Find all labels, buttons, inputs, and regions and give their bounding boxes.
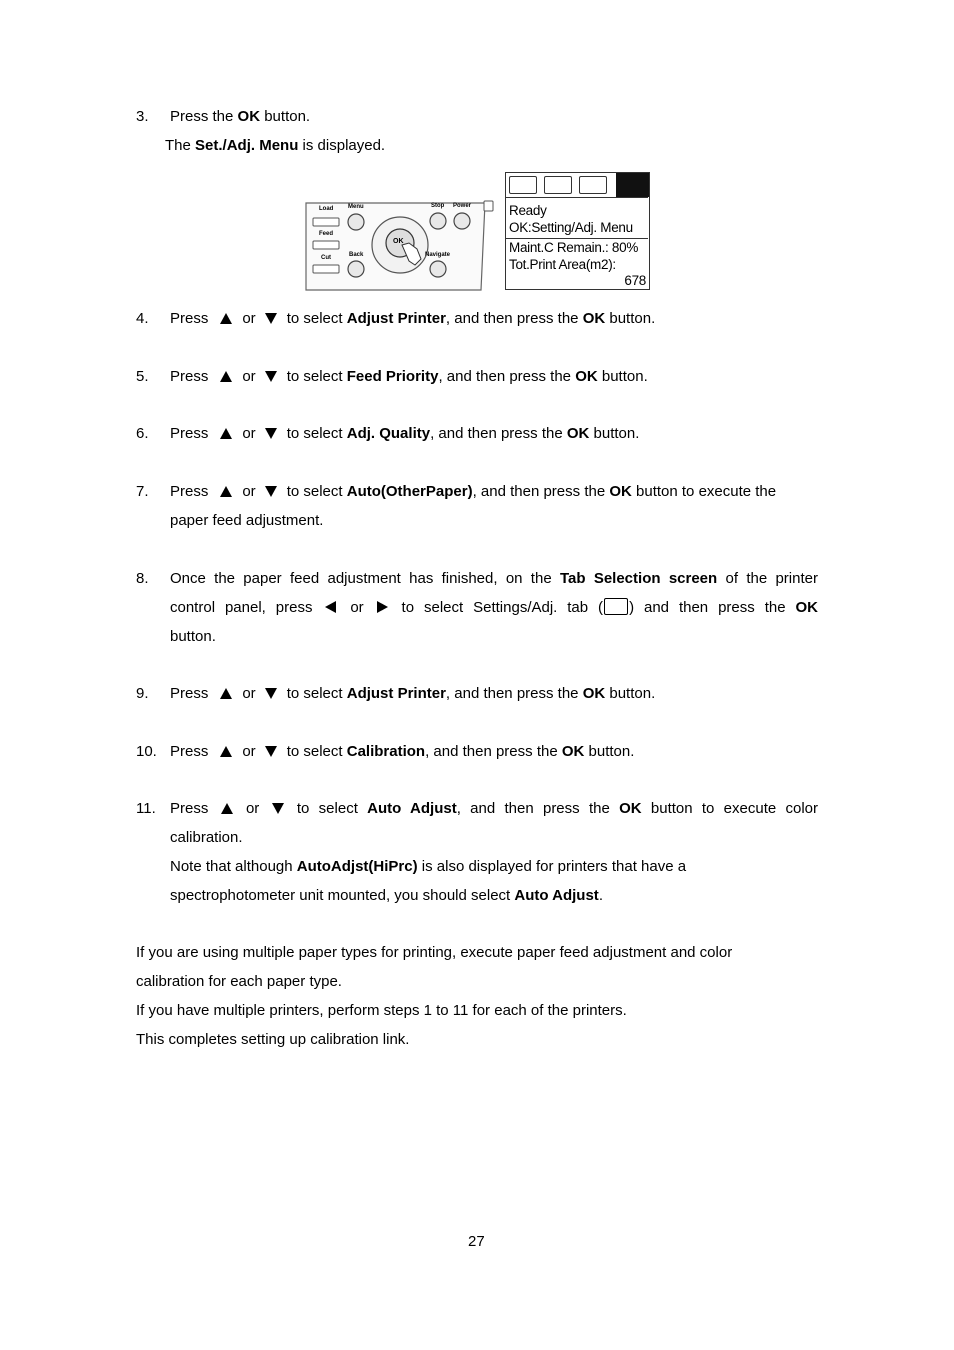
step-4-number: 4. bbox=[136, 310, 149, 327]
step-11-note-2 bbox=[170, 881, 818, 910]
page-number: 27 bbox=[468, 1233, 485, 1250]
closing-para-1-line-2: calibration for each paper type. bbox=[136, 973, 342, 990]
step-6-number: 6. bbox=[136, 425, 149, 442]
step-8-number: 8. bbox=[136, 570, 149, 587]
step-8-line-2 bbox=[170, 593, 818, 622]
note-text-a: Note that although bbox=[170, 858, 293, 875]
lcd-line-5: 678 bbox=[624, 273, 646, 288]
power-label: Power bbox=[453, 203, 472, 209]
down-arrow-icon bbox=[265, 486, 277, 497]
or-text: or bbox=[242, 425, 256, 442]
lcd-line-1: Ready bbox=[509, 203, 547, 218]
to-select-text: to select bbox=[286, 743, 343, 760]
right-arrow-icon bbox=[377, 601, 388, 613]
down-arrow-icon bbox=[265, 428, 277, 439]
button-text: button. bbox=[588, 743, 635, 760]
step-11-note-1 bbox=[170, 852, 818, 881]
to-select-text: to select bbox=[286, 425, 343, 442]
press-text: Press bbox=[170, 743, 209, 760]
note-text-c: is also displayed for printers that have a bbox=[421, 858, 687, 875]
lcd-line-4: Tot.Print Area(m2): bbox=[509, 257, 616, 272]
or-text: or bbox=[350, 599, 364, 616]
auto-adjust-label: Auto Adjust bbox=[367, 800, 457, 817]
lcd-line-2: OK:Setting/Adj. Menu bbox=[509, 220, 633, 235]
job-tab-icon bbox=[579, 176, 607, 194]
step-11-line-2: calibration. bbox=[170, 829, 243, 846]
step-3-button: button. bbox=[264, 108, 311, 125]
lcd-divider bbox=[506, 238, 648, 239]
step-9-text bbox=[170, 679, 818, 708]
step-7-tail: button to execute the bbox=[636, 483, 777, 500]
up-arrow-icon bbox=[220, 313, 232, 324]
adjust-printer-label: Adjust Printer bbox=[346, 310, 446, 327]
to-select-text: to select bbox=[296, 800, 358, 817]
press-text: Press bbox=[170, 483, 209, 500]
up-arrow-icon bbox=[220, 371, 232, 382]
then-press-text: , and then press the bbox=[456, 800, 610, 817]
tab-selection-screen-label: Tab Selection screen bbox=[559, 570, 718, 587]
press-text: Press bbox=[170, 800, 209, 817]
step-8-text-select: to select Settings/Adj. tab ( bbox=[401, 599, 604, 616]
step-5-text bbox=[170, 362, 818, 391]
button-text: button. bbox=[609, 310, 656, 327]
closing-paragraphs bbox=[136, 938, 836, 1054]
ok-label: OK bbox=[237, 108, 261, 125]
step-7-text bbox=[170, 477, 818, 535]
step-8-line-1 bbox=[170, 564, 818, 593]
step-11-tail: button to execute color bbox=[650, 800, 819, 817]
calibration-label: Calibration bbox=[346, 743, 426, 760]
step-9-number: 9. bbox=[136, 685, 149, 702]
ok-label: OK bbox=[566, 425, 590, 442]
ink-tab-icon bbox=[544, 176, 572, 194]
step-8-line-3: button. bbox=[170, 628, 216, 645]
then-press-text: , and then press the bbox=[430, 425, 563, 442]
step-6-text bbox=[170, 419, 818, 448]
left-arrow-icon bbox=[325, 601, 336, 613]
press-text: Press bbox=[170, 310, 209, 327]
settings-tab-icon bbox=[604, 598, 628, 615]
up-arrow-icon bbox=[221, 803, 233, 814]
autoadjst-hiprc-label: AutoAdjst(HiPrc) bbox=[296, 858, 418, 875]
step-8-text-press: control panel, press bbox=[170, 599, 313, 616]
step-4-text bbox=[170, 304, 818, 333]
button-text: button. bbox=[601, 368, 648, 385]
press-text: Press bbox=[170, 425, 209, 442]
step-8-text-c: of the printer bbox=[725, 570, 818, 587]
or-text: or bbox=[245, 800, 260, 817]
or-text: or bbox=[242, 743, 256, 760]
to-select-text: to select bbox=[286, 310, 343, 327]
navigate-label: Navigate bbox=[425, 252, 451, 258]
step-7-line-2: paper feed adjustment. bbox=[170, 512, 324, 529]
lcd-line-3: Maint.C Remain.: 80% bbox=[509, 240, 639, 255]
stop-label: Stop bbox=[431, 203, 445, 209]
press-text: Press bbox=[170, 685, 209, 702]
then-press-text: , and then press the bbox=[472, 483, 606, 500]
ok-label: OK bbox=[582, 685, 606, 702]
ok-key-label: OK bbox=[393, 238, 404, 245]
up-arrow-icon bbox=[220, 428, 232, 439]
then-press-text: , and then press the bbox=[445, 310, 579, 327]
then-press-text: , and then press the bbox=[425, 743, 558, 760]
step-10-text bbox=[170, 737, 818, 766]
control-panel-drawing bbox=[305, 199, 495, 292]
up-arrow-icon bbox=[220, 688, 232, 699]
note-period: . bbox=[598, 887, 603, 904]
step-10-number: 10. bbox=[136, 743, 157, 760]
to-select-text: to select bbox=[286, 685, 343, 702]
lcd-screen bbox=[505, 172, 650, 290]
up-arrow-icon bbox=[220, 486, 232, 497]
ok-label: OK bbox=[609, 483, 632, 500]
step-3-the: The bbox=[165, 137, 191, 154]
step-8-text-a: Once the paper feed adjustment has finished, on the bbox=[170, 570, 552, 587]
down-arrow-icon bbox=[265, 371, 277, 382]
note-text-d: spectrophotometer unit mounted, you should select bbox=[170, 887, 511, 904]
menu-label: Menu bbox=[348, 204, 364, 210]
ok-label: OK bbox=[619, 800, 642, 817]
step-3-subtext bbox=[165, 137, 385, 154]
step-11-text bbox=[170, 794, 818, 910]
step-3-displayed: is displayed. bbox=[302, 137, 386, 154]
closing-para-1-line-1: If you are using multiple paper types for printing, execute paper feed adjustment and color bbox=[136, 944, 733, 961]
up-arrow-icon bbox=[220, 746, 232, 757]
to-select-text: to select bbox=[286, 368, 343, 385]
down-arrow-icon bbox=[265, 746, 277, 757]
button-text: button. bbox=[609, 685, 656, 702]
step-3-text bbox=[170, 108, 310, 125]
auto-adjust-label: Auto Adjust bbox=[514, 887, 599, 904]
closing-para-2: If you have multiple printers, perform steps 1 to 11 for each of the printers. bbox=[136, 1002, 627, 1019]
control-panel-illustration bbox=[305, 199, 495, 292]
press-text: Press bbox=[170, 368, 209, 385]
down-arrow-icon bbox=[272, 803, 284, 814]
closing-para-3: This completes setting up calibration link. bbox=[136, 1031, 410, 1048]
ok-label: OK bbox=[795, 599, 818, 616]
load-label: Load bbox=[319, 206, 334, 212]
feed-label: Feed bbox=[319, 231, 334, 237]
then-press-text: , and then press the bbox=[438, 368, 572, 385]
or-text: or bbox=[242, 685, 256, 702]
button-text: button. bbox=[593, 425, 640, 442]
step-5-number: 5. bbox=[136, 368, 149, 385]
or-text: or bbox=[242, 368, 256, 385]
step-3-number: 3. bbox=[136, 108, 149, 125]
ok-label: OK bbox=[561, 743, 585, 760]
adjust-printer-label: Adjust Printer bbox=[346, 685, 446, 702]
back-label: Back bbox=[349, 252, 364, 258]
then-press-text: , and then press the bbox=[445, 685, 579, 702]
step-7-number: 7. bbox=[136, 483, 149, 500]
step-11-number: 11. bbox=[136, 800, 156, 817]
step-3-press: Press the bbox=[170, 108, 234, 125]
step-11-line-1 bbox=[170, 794, 818, 823]
cut-label: Cut bbox=[321, 255, 331, 261]
ok-label: OK bbox=[575, 368, 598, 385]
or-text: or bbox=[242, 310, 256, 327]
step-8-text bbox=[170, 564, 818, 651]
lcd-tab-bar bbox=[506, 173, 648, 198]
down-arrow-icon bbox=[265, 688, 277, 699]
set-adj-menu-label: Set./Adj. Menu bbox=[195, 137, 299, 154]
feed-priority-label: Feed Priority bbox=[346, 368, 439, 385]
ok-label: OK bbox=[582, 310, 606, 327]
or-text: or bbox=[242, 483, 256, 500]
auto-other-paper-label: Auto(OtherPaper) bbox=[346, 483, 473, 500]
step-8-text-then: ) and then press the bbox=[629, 599, 786, 616]
adj-quality-label: Adj. Quality bbox=[346, 425, 431, 442]
to-select-text: to select bbox=[286, 483, 343, 500]
paper-tab-icon bbox=[509, 176, 537, 194]
settings-tab-icon bbox=[616, 173, 649, 197]
down-arrow-icon bbox=[265, 313, 277, 324]
